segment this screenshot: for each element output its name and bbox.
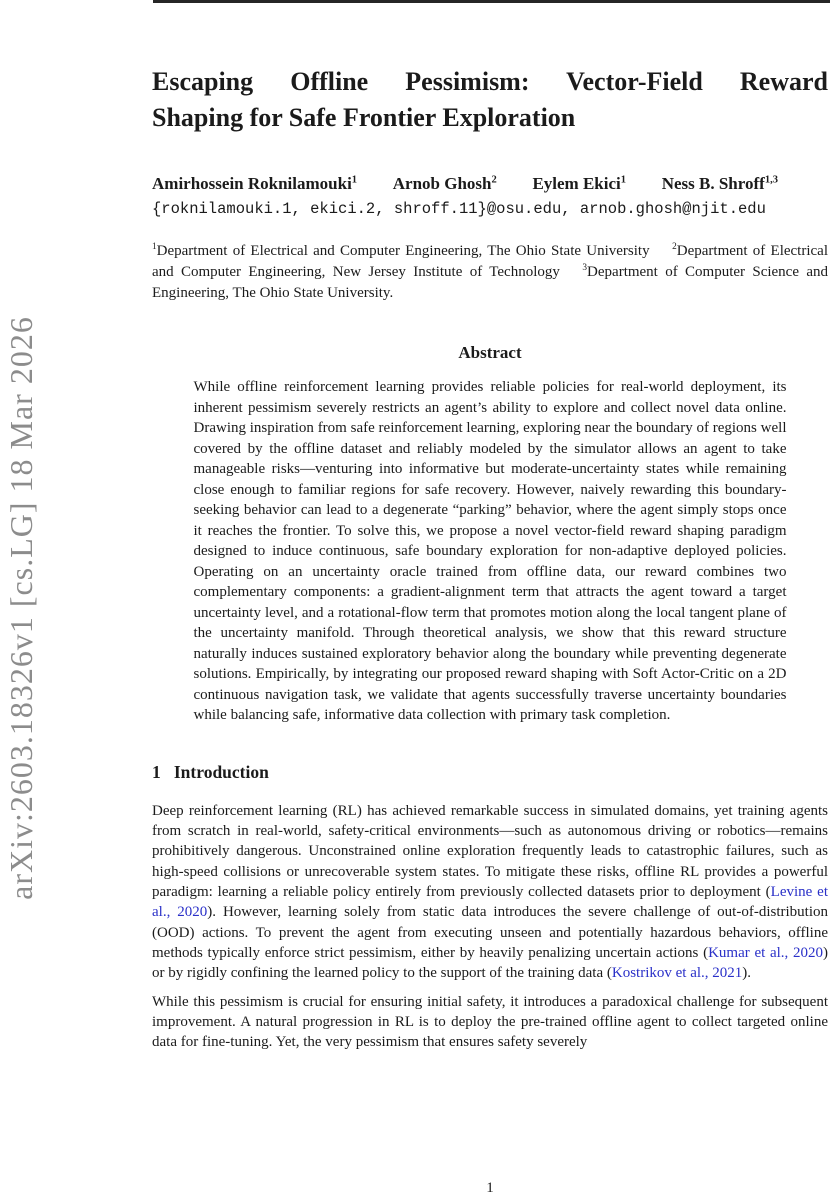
intro-p1-text: ) or by rigidly confining the learned policy to the support of the training data ( [152,944,828,982]
author-1-name: Amirhossein Roknilamouki [152,174,352,193]
author-3 [532,174,626,193]
page-number: 1 [486,1180,494,1196]
affiliation-2-text: Department of Electrical and Computer Engineering, New Jersey Institute of Technology [152,243,828,280]
affiliation-1 [152,243,650,259]
citation-kumar-2020[interactable]: Kumar et al., 2020 [708,944,823,961]
paper-title-line1: Escaping Offline Pessimism: Vector-Field Reward [152,67,828,96]
author-1-affiliation-mark: 1 [351,174,358,186]
author-4 [662,174,778,193]
arxiv-watermark: arXiv:2603.18326v1 [cs.LG] 18 Mar 2026 [3,316,39,900]
author-2-affiliation-mark: 2 [491,174,497,186]
section-1-heading [152,762,828,783]
intro-p1-text: Deep reinforcement learning (RL) has achieved remarkable success in simulated domains, yet training agents from scratch in real-world, safety-critical environments—such as autonomous driving or robotics—remains prohibitively dangerous. Unconstrained online exploration frequently leads to catastrophic failures, such as high-speed collisions or unrecoverable system states. To mitigate these risks, offline RL provides a powerful paradigm: learning a reliable policy entirely from previously collected datasets prior to deployment ( [152,802,828,901]
intro-paragraph-1 [152,801,828,984]
author-4-name: Ness B. Shroff [661,174,765,193]
author-4-affiliation-mark: 1,3 [764,174,778,186]
intro-p1-text: ). However, learning solely from static data introduces the severe challenge of out-of-distribution (OOD) actions. To prevent the agent from executing unseen and potentially hazardous behaviors, offline methods typically enforce strict pessimism, either by heavily penalizing uncertain actions ( [152,904,828,961]
affiliations [152,241,828,303]
paper-title [152,64,828,136]
abstract-body: While offline reinforcement learning provides reliable policies for real-world deployment, its inherent pessimism severely restricts an agent’s ability to explore and collect novel data online. Drawing inspiration from safe reinforcement learning, exploring near the boundary of regions well covered by the offline dataset and reliably modeled by the simulator allows an agent to take manageable risks—venturing into informative but moderate-uncertainty states while remaining close enough to familiar regions for safe recovery. However, naively rewarding this boundary-seeking behavior can lead to a degenerate “parking” behavior, where the agent simply stops once it reaches the frontier. To solve this, we propose a novel vector-field reward shaping paradigm designed to induce continuous, safe boundary exploration for non-adaptive deployed policies. Operating on an uncertainty oracle trained from offline data, our reward combines two complementary components: a gradient-alignment term that attracts the agent toward a target uncertainty level, and a rotational-flow term that promotes motion along the local tangent plane of the uncertainty manifold. Through theoretical analysis, we show that this reward structure naturally induces sustained exploratory behavior along the boundary while preventing degenerate solutions. Empirically, by integrating our proposed reward shaping with Soft Actor-Critic on a 2D continuous navigation task, we validate that agents successfully traverse uncertainty boundaries while balancing safe, informative data collection with primary task completion. [193,379,787,724]
author-3-name: Eylem Ekici [532,174,621,193]
section-1-title: Introduction [173,761,269,782]
paper-title-line2: Shaping for Safe Frontier Exploration [152,103,576,132]
intro-paragraph-2: While this pessimism is crucial for ensuring initial safety, it introduces a paradoxical challenge for subsequent improvement. A natural progression in RL is to deploy the pre-trained offline agent to collect targeted online data for fine-tuning. Yet, the very pessimism that ensures safety severely [152,993,828,1051]
author-emails: {roknilamouki.1, ekici.2, shroff.11}@osu.edu, arnob.ghosh@njit.edu [152,200,766,218]
section-1-number: 1 [152,761,161,782]
affiliation-1-text: Department of Electrical and Computer Engineering, The Ohio State University [156,243,650,259]
paper-content [152,0,828,1052]
citation-kostrikov-2021[interactable]: Kostrikov et al., 2021 [611,965,743,982]
affiliation-3-mark: 3 [582,262,588,273]
affiliation-2-mark: 2 [672,242,677,252]
author-3-affiliation-mark: 1 [620,174,627,186]
author-1 [152,174,357,193]
intro-p1-text: ). [742,965,752,982]
affiliation-3-text: Department of Computer Science and Engineering, The Ohio State University. [152,263,828,301]
author-2 [393,174,497,193]
abstract-heading: Abstract [458,343,522,363]
citation-levine-2020[interactable]: Levine et al., 2020 [152,884,828,921]
affiliation-1-mark: 1 [152,242,157,252]
author-line [152,172,828,196]
author-2-name: Arnob Ghosh [392,174,492,193]
